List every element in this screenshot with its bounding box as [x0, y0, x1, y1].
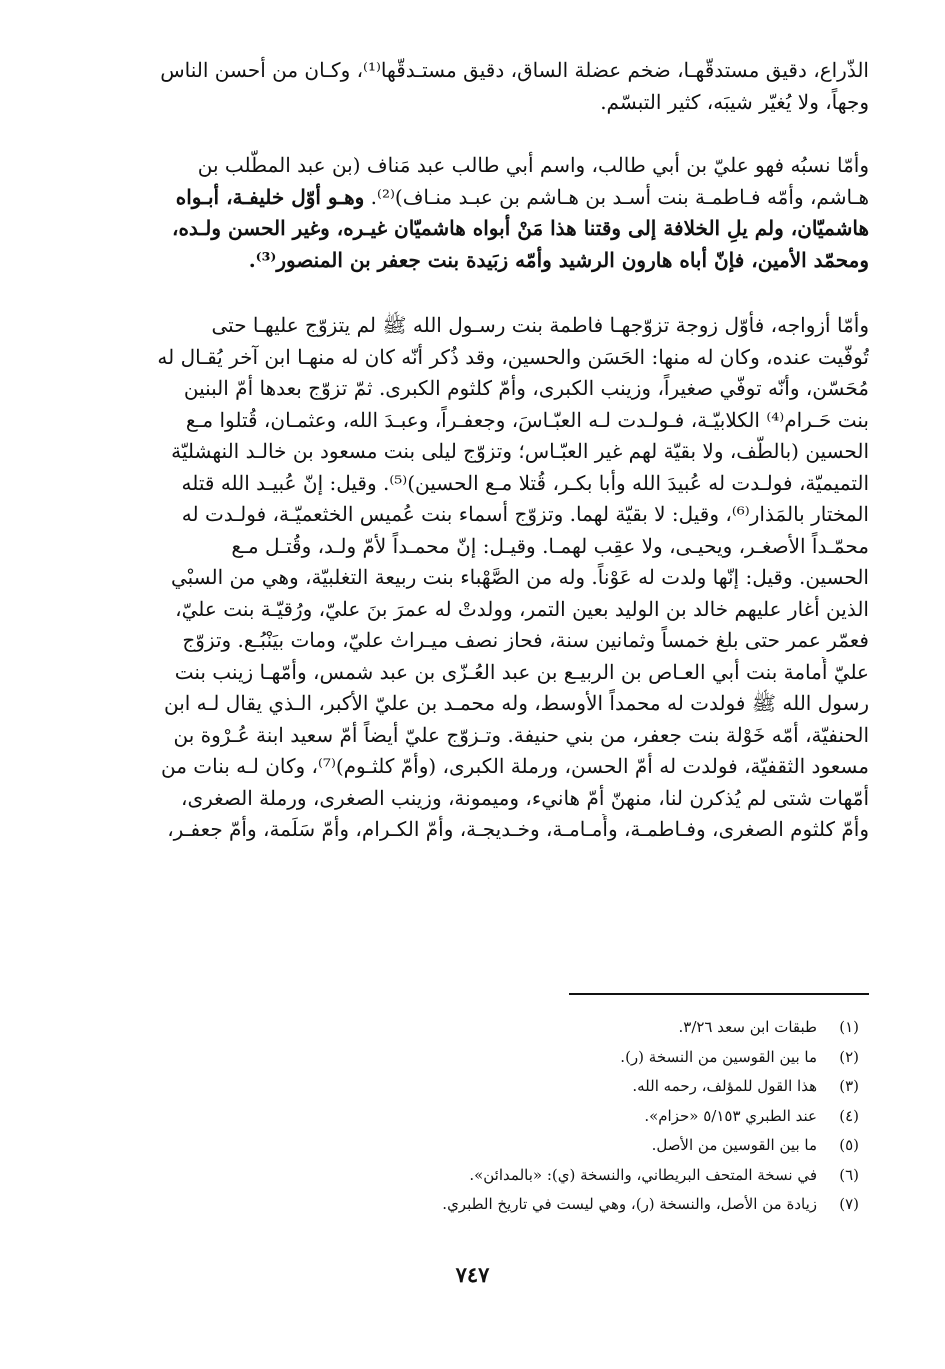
footnote-item: [76, 1161, 859, 1191]
text-line: وجهاً، ولا يُغيّر شيبَه، كثير التبسّم.: [600, 89, 869, 114]
footnote-text: عند الطبري ٥/١٥٣ «حزام».: [644, 1106, 817, 1125]
text-line: وأمّا أزواجه، فأوّل زوجة تزوّجهـا فاطمة بنت رسـول الله ﷺ لم يتزوّج عليهـا حتى: [211, 313, 869, 337]
footnote-item: [76, 1102, 859, 1132]
footnote-number: (١): [839, 1018, 859, 1036]
text-line: [76, 182, 869, 214]
text-line: الحنفيّة، أمّه خَوْلة بنت جعفر، من بني حنيفة. وتـزوّج عليّ أيضاً أمّ سعيد ابنة عُـرْوة بن: [173, 722, 869, 747]
text-line: فعمّر عمر حتى بلغ خمساً وثمانين سنة، فحاز نصف ميـراث عليّ، ومات بيَنْبُـع. وتزوّج: [182, 628, 869, 652]
footnote-item: [76, 1131, 859, 1161]
footnote-number: (٥): [839, 1136, 859, 1154]
text-line: الذّراع، دقيق مستدقّهـا، ضخم عضلة الساق، دقيق مستـدقّها⁽¹⁾، وكـان من أحسن الناس: [160, 58, 869, 82]
text-line: وأمّا نسبُه فهو عليّ بن أبي طالب، واسم أبي طالب عبد مَناف (بن عبد المطّلب بن: [197, 153, 869, 177]
text-line: بنت حَـرام⁽⁴⁾ الكلابيّـة، فـولـدت لـه العبّـاسَ، وجعفـراً، وعبـدَ الله، وعثمـان، قُتلوا مـع: [185, 407, 869, 432]
text-line: الذين أغار عليهم خالد بن الوليد بعين التمر، وولدتْ له عمرَ بنَ عليّ، ورُقيّـة بنت عليّ،: [175, 596, 869, 621]
text-line: الحسين (بالطَّف، ولا بقيّة لهم غير العبّـاس؛ وتزوّج ليلى بنت مسعود بن خالـد النهشليّة: [171, 439, 869, 463]
footnote-item: [76, 1190, 859, 1220]
text-line: تُوفّيت عنده، وكان له منها: الحَسَن والحسين، وقد ذُكر أنّه كان له منهـا ابن آخر يُقـال له: [157, 344, 869, 369]
paragraph-1: [76, 55, 869, 118]
footnote-item: [76, 1013, 859, 1043]
footnote-number: (٧): [839, 1195, 859, 1213]
text-line: أمّهات شتى لم يُذكرن لنا، منهنّ أمّ هانيء، وميمونة، وزينب الصغرى، ورملة الصغرى،: [181, 785, 869, 810]
footnote-number: (٦): [839, 1165, 859, 1184]
footnote-number: (٤): [839, 1106, 859, 1125]
text-line: مسعود الثقفيّة، فولدت له أمّ الحسن، ورملة الكبرى، (وأمّ كلثـوم)⁽⁷⁾، وكان لـه بنات من: [161, 754, 869, 778]
text-line: هاشميّان، ولم يلِ الخلافة إلى وقتنا هذا مَنْ أبواه هاشميّان غيـره، وغير الحسن ولـده،: [172, 216, 869, 240]
footnote-text: في نسخة المتحف البريطاني، والنسخة (ي): «بالمدائن».: [469, 1165, 817, 1184]
paragraph-3: [76, 310, 869, 846]
footnote-text: زيادة من الأصل، والنسخة (ر)، وهي ليست في تاريخ الطبري.: [442, 1195, 817, 1213]
text-line: التميميّة، فولـدت له عُبيدَ الله وأبا بكـر، قُتلا مـع الحسين)⁽⁵⁾. وقيل: إنّ عُبيـد الله قتله: [181, 470, 869, 495]
text-segment: هـاشم، وأمّه فـاطمـة بنت أسـد بن هـاشم بن عبـد منـاف)⁽²⁾.: [364, 184, 869, 209]
footnote-text: ما بين القوسين من النسخة (ر).: [620, 1047, 817, 1066]
text-line: مُحَسّن، وأنّه توفّي صغيراً، وزينب الكبرى، وأمّ كلثوم الكبرى. ثمّ تزوّج بعدها أمّ البنين: [183, 376, 869, 400]
bold-text-segment: وهـو أوّل خليفـة، أبـواه: [175, 184, 365, 209]
page-number: ٧٤٧: [455, 1262, 490, 1287]
footnote-item: [76, 1043, 859, 1073]
footnotes-list: [76, 1013, 859, 1220]
text-line: رسول الله ﷺ فولدت له محمداً الأوسط، وله محمـد بن عليّ الأكبر، الـذي يقال لـه ابن: [163, 691, 869, 715]
text-line: المختار بالمَذار⁽⁶⁾، وقيل: لا بقيّة لهما. وتزوّج أسماء بنت عُميس الخثعميّـة، فولـدت له: [181, 502, 869, 526]
text-line: ومحمّد الأمين، فإنّ أباه هارون الرشيد وأمّه زبَيدة بنت جعفر بن المنصور⁽³⁾.: [248, 247, 869, 272]
text-line: الحسين. وقيل: إنّها ولدت له عَوْناً. وله من الصَّهْباء بنت ربيعة التغلبيّة، وهي من السبْي: [170, 565, 869, 589]
footnote-text: طبقات ابن سعد ٣/٢٦.: [678, 1018, 817, 1036]
footnote-text: هذا القول للمؤلف، رحمه الله.: [632, 1077, 817, 1095]
text-line: محمّـداً الأصغـر، ويحيـى، ولا عقِب لهمـا. وقيـل: إنّ محمـداً لأمّ ولـد، وقُتـل مـع: [231, 533, 869, 558]
footnote-number: (٢): [839, 1047, 859, 1066]
text-line: عليّ أُمامة بنت أبي العـاص بن الربيـع بن عبد العُـزّى بن عبد شمس، وأمّهـا زينب بنت: [174, 659, 869, 684]
footnote-item: [76, 1072, 859, 1102]
footnote-text: ما بين القوسين من الأصل.: [651, 1136, 817, 1154]
footnote-divider: [569, 993, 869, 995]
text-line: وأمّ كلثوم الصغرى، وفـاطمـة، وأُمـامـة، وخـديجـة، وأمّ الكـرام، وأمّ سَلَمة، وأمّ جعفـر،: [167, 817, 869, 841]
paragraph-2: [76, 150, 869, 276]
footnote-number: (٣): [839, 1077, 859, 1095]
